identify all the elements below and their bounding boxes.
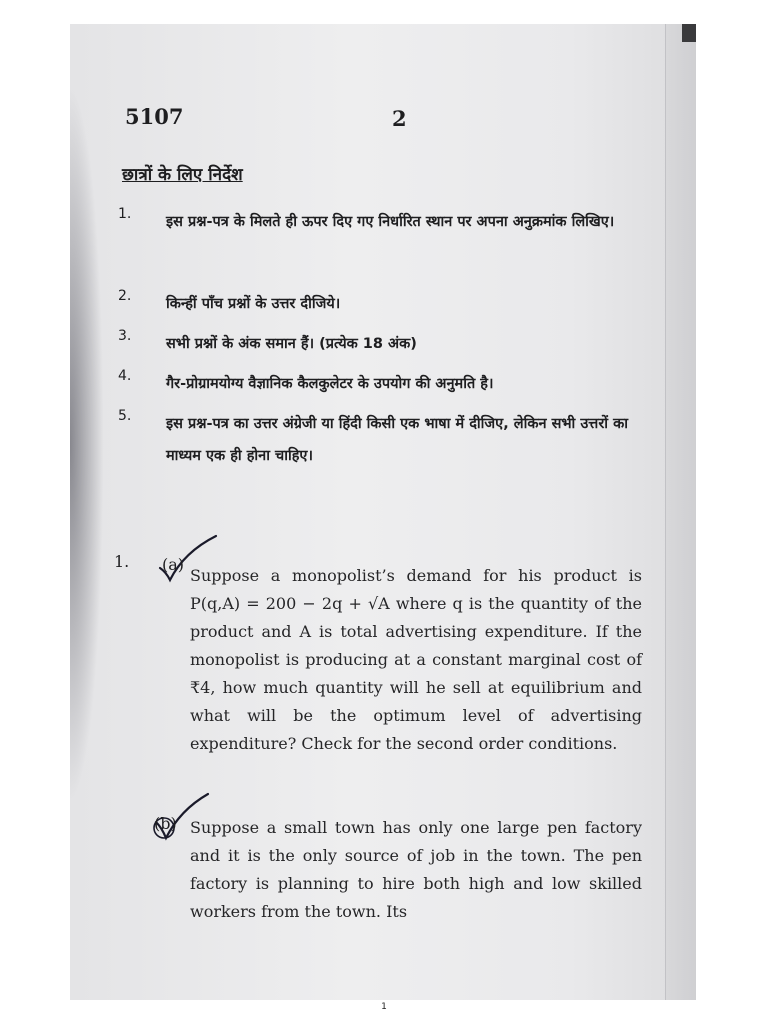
instruction-number: 4. [118,368,132,384]
instructions-title: छात्रों के लिए निर्देश [122,165,243,185]
instruction-number: 3. [118,328,132,344]
part-b-text: Suppose a small town has only one large pen factory and it is the only source of job in the town. The pen factory is planning to hire both high and low skilled workers from the town. Its [190,818,642,921]
page-number: 2 [392,106,407,131]
part-a-text: Suppose a monopolist’s demand for his product is P(q,A) = 200 − 2q + √A where q is the quantity of the product and A is total advertising expenditure. If the monopolist is producing at a constant marginal cost of ₹4, how much quantity will he sell at equilibrium and what will be the optimum level of advertising expenditure? Check for the second order conditions. [190,566,642,753]
instruction-text: इस प्रश्न-पत्र का उत्तर अंग्रेजी या हिंदी किसी एक भाषा में दीजिए, लेकिन सभी उत्तरों का माध्यम एक ही होना चाहिए। [166,416,628,464]
part-a-label: (a) [162,555,185,574]
paper-code: 5107 [125,104,184,129]
instruction-number: 1. [118,206,132,222]
page-content [70,24,666,1000]
question-number: 1. [114,552,130,571]
instruction-text: किन्हीं पाँच प्रश्नों के उत्तर दीजिये। [166,296,341,312]
instruction-text: इस प्रश्न-पत्र के मिलते ही ऊपर दिए गए निर्धारित स्थान पर अपना अनुक्रमांक लिखिए। [166,214,615,230]
background-corner [682,24,696,42]
next-page-edge [665,24,696,1000]
instruction-number: 5. [118,408,132,424]
instruction-text: सभी प्रश्नों के अंक समान हैं। (प्रत्येक 18 अंक) [166,336,417,352]
instruction-text: गैर-प्रोग्रामयोग्य वैज्ञानिक कैलकुलेटर के उपयोग की अनुमति है। [166,376,494,392]
part-b-label: (b) [154,814,177,833]
page-marker: 1 [381,1002,387,1012]
instruction-number: 2. [118,288,132,304]
document-photo [70,24,696,1000]
